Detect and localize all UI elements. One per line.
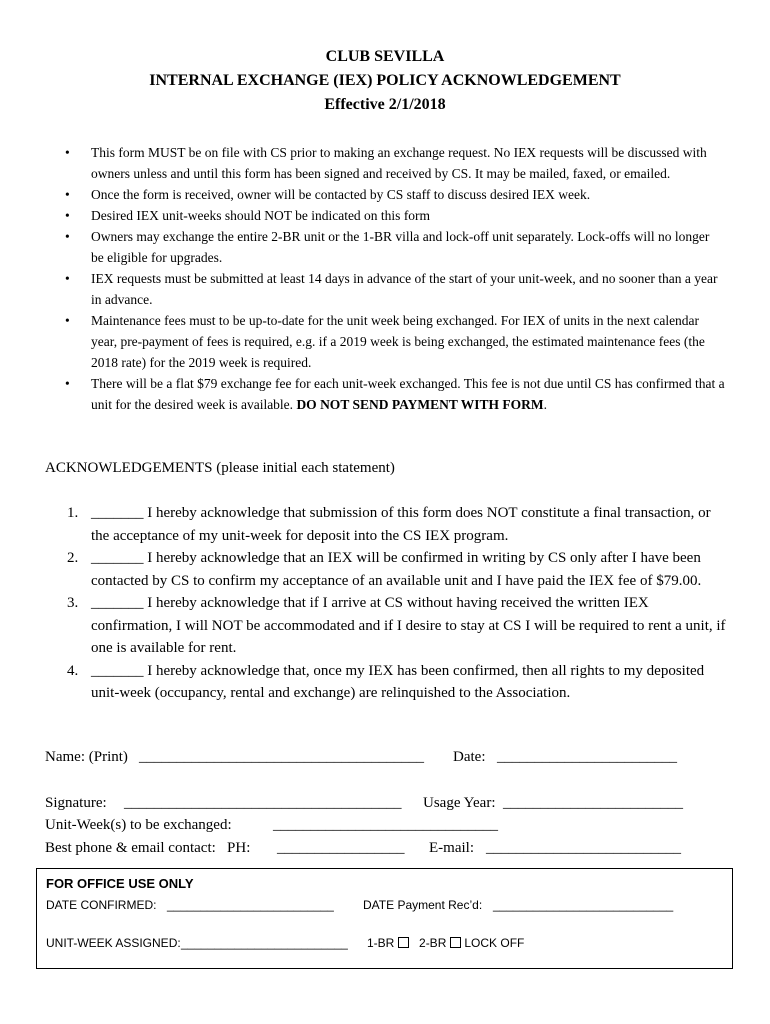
option-1br-label: 1-BR [367,936,395,950]
office-use-heading: FOR OFFICE USE ONLY [46,876,194,891]
unit-week-assigned-label: UNIT-WEEK ASSIGNED: [46,936,181,950]
policy-bullet: • This form MUST be on file with CS prior to making an exchange request. No IEX requests will be discussed with owners unless and until this form has been signed and received by CS. It may be mailed, faxed, or emailed. [0,142,725,184]
acknowledgement-item[interactable]: 1. _______ I hereby acknowledge that submission of this form does NOT constitute a final transaction, or the acceptance of my unit-week for deposit into the CS IEX program. [67,505,711,544]
acknowledgement-item[interactable]: 4. _______ I hereby acknowledge that, once my IEX has been confirmed, then all rights to my deposited unit-week (occupancy, rental and exchange) are relinquished to the Association. [67,662,705,701]
usage-year-field[interactable]: ________________________ [503,795,683,811]
bullet-icon: • [65,145,70,160]
policy-bullet: • Once the form is received, owner will be contacted by CS staff to discuss desired IEX week. [0,184,725,205]
acknowledgement-item[interactable]: 3. _______ I hereby acknowledge that if I arrive at CS without having received the written IEX confirmation, I will NOT be accommodated and if I desire to stay at CS I will be required to rent a unit, if one is available for rent. [67,595,726,656]
option-2br-label: 2-BR [419,936,447,950]
bullet-icon: • [65,271,70,286]
bullet-icon: • [65,208,70,223]
policy-bullet: • IEX requests must be submitted at least 14 days in advance of the start of your unit-week, and no sooner than a year in advance. [0,268,725,310]
bullet-icon: • [65,229,70,244]
email-label: E-mail: [429,840,474,856]
payment-received-label: DATE Payment Rec’d: [363,898,483,912]
policy-bullet: • Owners may exchange the entire 2-BR unit or the 1-BR villa and lock-off unit separately. Lock-offs will no longer be eligible for upgrades. [0,226,725,268]
bullet-icon: • [65,376,70,391]
option-lockoff-label: LOCK OFF [464,936,525,950]
policy-bullet: • Desired IEX unit-weeks should NOT be indicated on this form [0,205,725,226]
date-confirmed-field[interactable]: _________________________ [167,898,334,912]
acknowledgement-list [0,502,770,705]
unit-week-assigned-field[interactable]: _________________________ [181,936,348,950]
acknowledgements-heading: ACKNOWLEDGEMENTS (please initial each statement) [45,460,395,476]
option-1br-checkbox[interactable] [398,937,409,948]
policy-bullet: • Maintenance fees must to be up-to-date for the unit week being exchanged. For IEX of units in the next calendar year, pre-payment of fees is required, e.g. if a 2019 week is being exchanged, the estimated maintenance fees (the 2018 rate) for the 2019 week is required. [0,310,725,373]
signature-field[interactable]: _____________________________________ [124,795,402,811]
phone-field[interactable]: _________________ [277,840,405,856]
date-field[interactable]: ________________________ [497,749,677,765]
email-field[interactable]: __________________________ [486,840,681,856]
bullet-icon: • [65,313,70,328]
unit-week-field[interactable]: ______________________________ [273,817,498,833]
club-title: CLUB SEVILLA [325,48,445,65]
date-label: Date: [453,749,486,765]
bullet-icon: • [65,187,70,202]
usage-year-label: Usage Year: [423,795,496,811]
acknowledgement-item[interactable]: 2. _______ I hereby acknowledge that an IEX will be confirmed in writing by CS only after I have been contacted by CS to confirm my acceptance of an available unit and I have paid the IEX fee of $79.00. [67,550,702,589]
payment-received-field[interactable]: ___________________________ [493,898,674,912]
effective-date: Effective 2/1/2018 [324,96,446,113]
signature-label: Signature: [45,795,107,811]
phone-label: Best phone & email contact: PH: [45,840,251,856]
form-title: INTERNAL EXCHANGE (IEX) POLICY ACKNOWLEDGEMENT [149,72,621,89]
no-payment-warning: DO NOT SEND PAYMENT WITH FORM [296,397,544,412]
unit-type-options [367,936,524,950]
name-label: Name: (Print) [45,749,128,765]
name-field[interactable]: ______________________________________ [139,749,424,765]
office-use-box [36,868,733,969]
unit-week-label: Unit-Week(s) to be exchanged: [45,817,232,833]
option-2br-checkbox[interactable] [450,937,461,948]
date-confirmed-label: DATE CONFIRMED: [46,898,157,912]
fee-bullet: • There will be a flat $79 exchange fee for each unit-week exchanged. This fee is not due until CS has confirmed that a unit for the desired week is available. DO NOT SEND PAYMENT WITH FORM. [0,373,725,415]
policy-bullet-list [0,142,770,415]
